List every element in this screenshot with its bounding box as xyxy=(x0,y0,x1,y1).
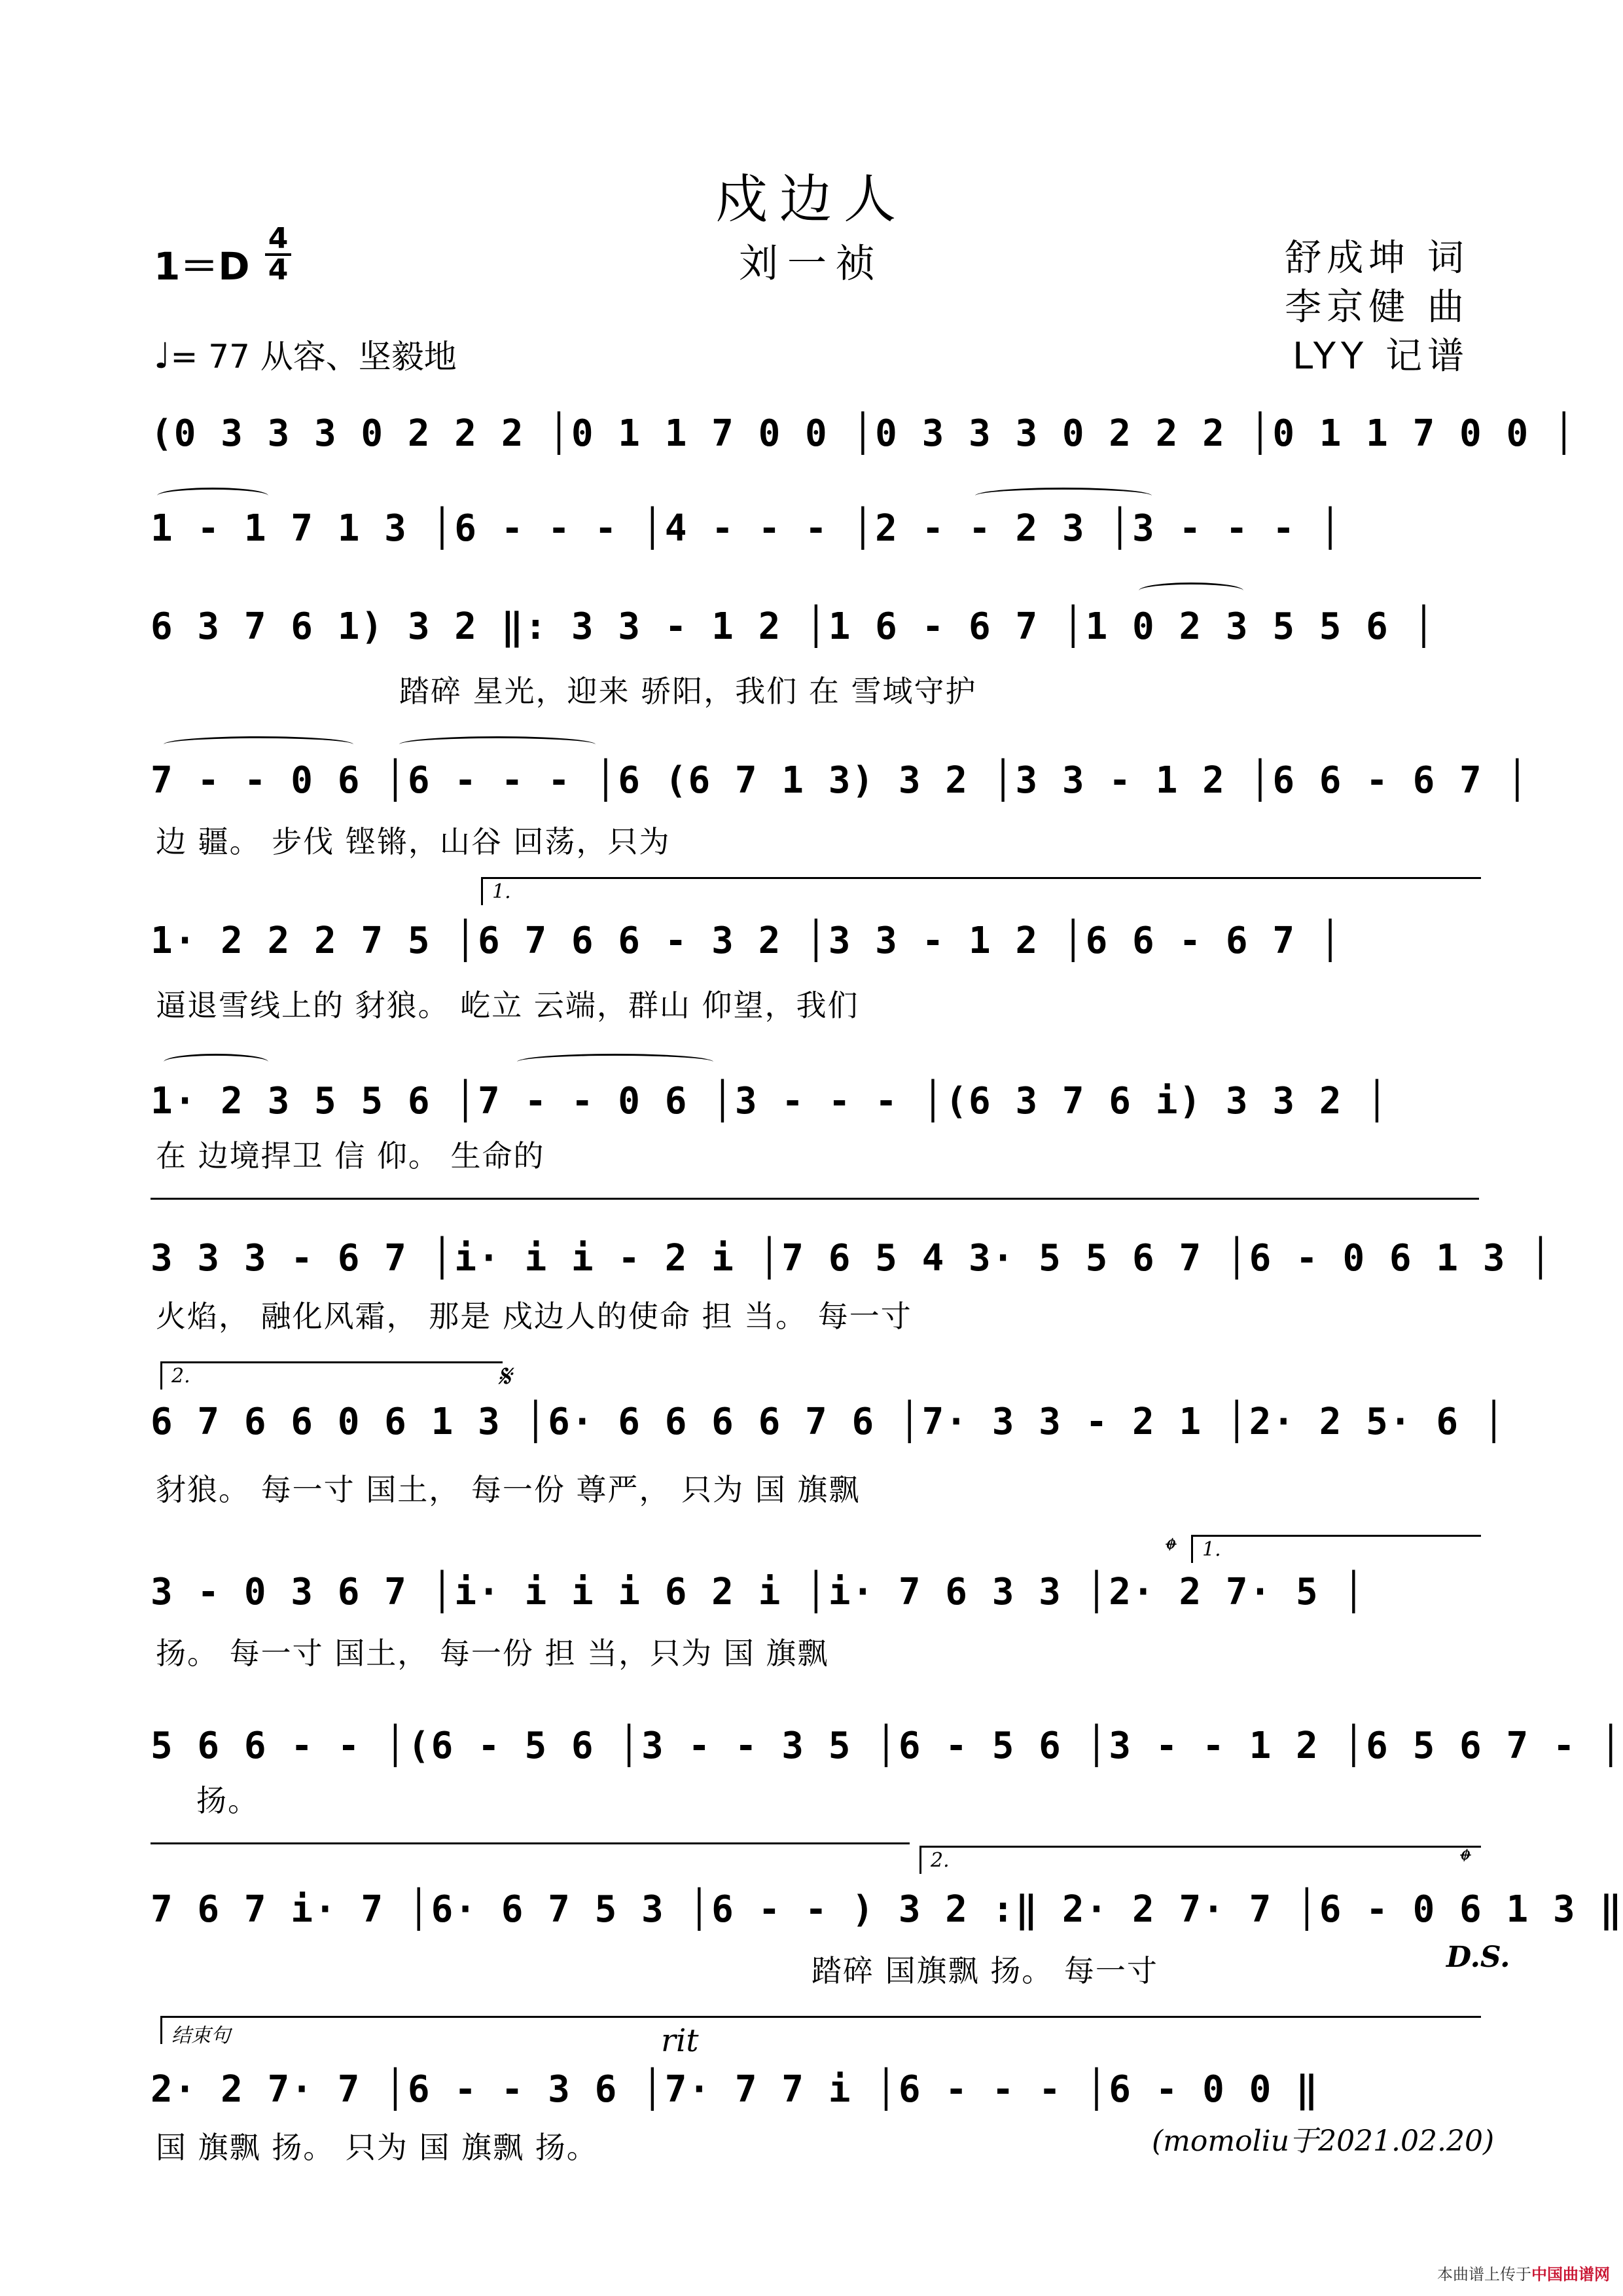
system-9-lyrics: 扬。 每一寸 国土， 每一份 担 当，只为 国 旗飘 xyxy=(156,1636,829,1671)
transcriber-signature: (momoliu于2021.02.20) xyxy=(1152,2125,1495,2158)
ritardando-marking: rit xyxy=(661,2022,699,2059)
system-7-music: 3 3 3 - 6 7 │i· i i - 2 i │7 6 5 4 3· 5 5 6 7 │6 - 0 6 1 3 │ xyxy=(151,1237,1553,1280)
system-7-lyrics: 火焰， 融化风霜， 那是 戍边人的使命 担 当。 每一寸 xyxy=(156,1299,912,1334)
quarter-note-icon: ♩ xyxy=(154,335,171,376)
system-11-lyrics: 踏碎 国旗飘 扬。 每一寸 xyxy=(812,1953,1158,1988)
system-10-lyrics: 扬。 xyxy=(196,1783,259,1818)
tempo-marking xyxy=(154,331,457,378)
system-6-music: 1· 2 3 5 5 6 │7 - - 0 6 │3 - - - │(6 3 7 6 i) 3 3 2 │ xyxy=(151,1080,1389,1122)
system-11-music: 7 6 7 i· 7 │6· 6 7 5 3 │6 - - ) 3 2 :‖ 2· 2 7· 7 │6 - 0 6 1 3 ‖ xyxy=(151,1888,1623,1931)
system-8-lyrics: 豺狼。 每一寸 国土， 每一份 尊严， 只为 国 旗飘 xyxy=(156,1472,861,1507)
volta-label: 2. xyxy=(171,1365,190,1388)
system-12-lyrics: 国 旗飘 扬。 只为 国 旗飘 扬。 xyxy=(156,2130,598,2165)
system-6-lyrics: 在 边境捍卫 信 仰。 生命的 xyxy=(156,1138,545,1174)
slur-mark xyxy=(399,736,596,753)
key-signature: 1＝D xyxy=(154,244,250,289)
lyricist-credit: 舒成坤 词 xyxy=(1285,237,1469,279)
volta-label: 1. xyxy=(1202,1538,1221,1561)
system-5-music: 1· 2 2 2 7 5 │6 7 6 6 - 3 2 │3 3 - 1 2 │6 6 - 6 7 │ xyxy=(151,920,1343,962)
singer-name: 刘一祯 xyxy=(739,241,884,287)
system-4-lyrics: 边 疆。 步伐 铿锵，山谷 回荡，只为 xyxy=(156,824,671,859)
system-10-music: 5 6 6 - - │(6 - 5 6 │3 - - 3 5 │6 - 5 6 │3 - - 1 2 │6 5 6 7 - │ xyxy=(151,1725,1623,1767)
volta-label: 2. xyxy=(931,1849,950,1872)
transcriber-credit: LYY 记谱 xyxy=(1293,335,1469,378)
system-3-music: 6 3 7 6 1) 3 2 ‖: 3 3 - 1 2 │1 6 - 6 7 │1 0 2 3 5 5 6 │ xyxy=(151,605,1436,648)
song-title: 戍边人 xyxy=(715,169,908,230)
system-divider xyxy=(151,1842,910,1844)
system-divider xyxy=(151,1198,1479,1200)
system-1-music: (0 3 3 3 0 2 2 2 │0 1 1 7 0 0 │0 3 3 3 0 2 2 2 │0 1 1 7 0 0 │ xyxy=(151,412,1577,455)
ending-bracket xyxy=(160,2016,1481,2047)
volta-bracket-1 xyxy=(1191,1535,1481,1563)
slur-mark xyxy=(157,488,268,504)
footer-watermark xyxy=(1437,2261,1610,2284)
footer-upload-text: 本曲谱上传于 xyxy=(1437,2265,1531,2284)
dal-segno-marking: D.S. xyxy=(1446,1941,1510,1974)
time-signature-top: 4 xyxy=(268,222,289,255)
system-4-music: 7 - - 0 6 │6 - - - │6 (6 7 1 3) 3 2 │3 3 - 1 2 │6 6 - 6 7 │ xyxy=(151,759,1530,802)
system-3-lyrics: 踏碎 星光，迎来 骄阳，我们 在 雪域守护 xyxy=(399,673,977,709)
slur-mark xyxy=(164,1054,268,1070)
slur-mark xyxy=(1139,583,1243,599)
volta-label: 1. xyxy=(492,880,511,903)
volta-bracket-2 xyxy=(160,1361,503,1390)
system-2-music: 1 - 1 7 1 3 │6 - - - │4 - - - │2 - - 2 3 │3 - - - │ xyxy=(151,507,1343,550)
system-8-music: 6 7 6 6 0 6 1 3 │6· 6 6 6 6 7 6 │7· 3 3 - 2 1 │2· 2 5· 6 │ xyxy=(151,1401,1507,1443)
time-signature-bottom: 4 xyxy=(268,253,289,287)
tempo-text: = 77 从容、坚毅地 xyxy=(170,338,457,376)
coda-sign: 𝄌 xyxy=(1456,1842,1467,1879)
volta-bracket-2 xyxy=(919,1846,1481,1874)
slur-mark xyxy=(164,736,353,753)
volta-bracket-1 xyxy=(481,877,1481,905)
section-label: 结束句 xyxy=(171,2024,230,2047)
system-9-music: 3 - 0 3 6 7 │i· i i i 6 2 i │i· 7 6 3 3 │2· 2 7· 5 │ xyxy=(151,1571,1366,1613)
slur-mark xyxy=(517,1054,713,1070)
coda-sign: 𝄌 xyxy=(1162,1532,1173,1568)
segno-sign: 𝄋 xyxy=(497,1358,511,1395)
system-12-music: 2· 2 7· 7 │6 - - 3 6 │7· 7 7 i │6 - - - │6 - 0 0 ‖ xyxy=(151,2068,1319,2111)
composer-credit: 李京健 曲 xyxy=(1285,286,1469,329)
time-signature xyxy=(265,222,291,287)
footer-brand: 中国曲谱网 xyxy=(1531,2265,1610,2284)
system-5-lyrics: 逼退雪线上的 豺狼。 屹立 云端，群山 仰望，我们 xyxy=(156,988,859,1023)
slur-mark xyxy=(975,488,1152,504)
